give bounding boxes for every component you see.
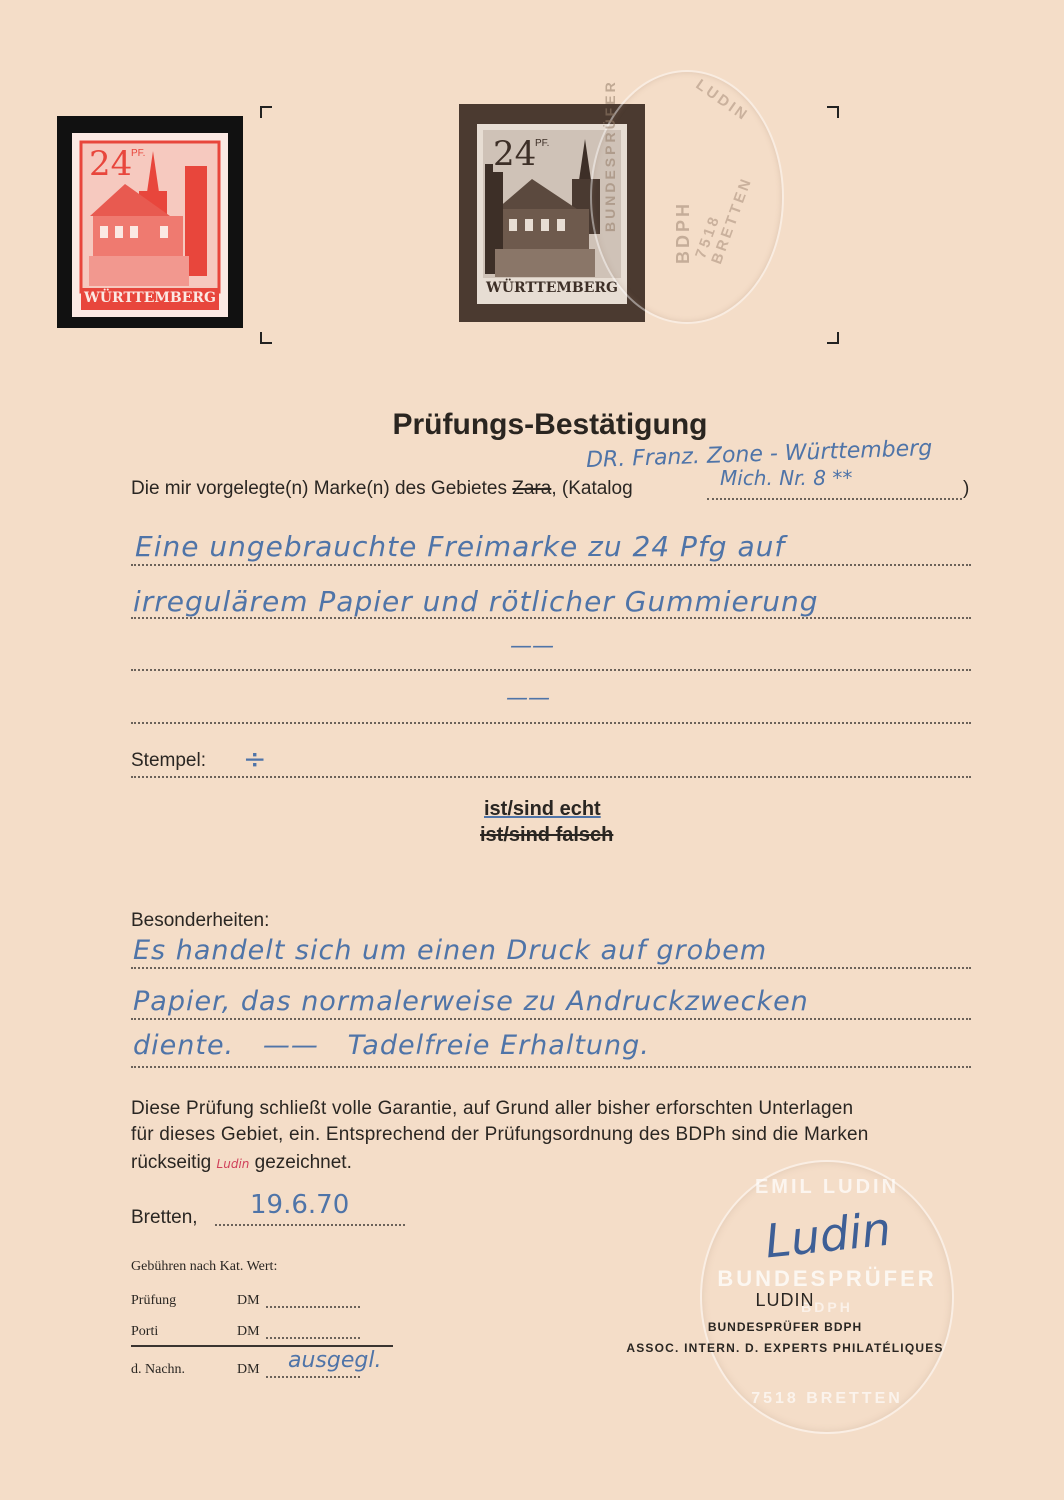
page-title: Prüfungs-Bestätigung [392, 408, 708, 441]
corner-mark [260, 106, 272, 118]
handwritten-signature: Ludin [762, 1201, 894, 1269]
photo-stamp-value: 24 [493, 134, 537, 174]
dotted-line-2 [131, 617, 971, 619]
dotted-line-b1 [131, 967, 971, 969]
dash-mark-1: —— [510, 634, 554, 659]
seal-top-text-1: BUNDESPRÜFER [602, 79, 618, 232]
fee-label-nachn: d. Nachn. [131, 1362, 186, 1377]
corner-mark [827, 332, 839, 344]
dotted-line-b3 [131, 1066, 971, 1068]
seal-top-text-2: BDPH [673, 200, 694, 265]
stamp-unit: PF. [131, 148, 146, 159]
signer-title: BUNDESPRÜFER BDPH [707, 1320, 863, 1334]
line1-katalog: , (Katalog [551, 478, 633, 499]
line1-mid: Marke [313, 478, 367, 499]
dotted-line-1 [131, 564, 971, 566]
signer-assoc: ASSOC. INTERN. D. EXPERTS PHILATÉLIQUES [626, 1341, 944, 1355]
stamp-value: 24 [89, 144, 133, 184]
seal-top-text-3: 7518 BRETTEN [692, 174, 756, 267]
line1-prefix: Die mir vorgelegte [131, 478, 286, 499]
fee-currency-nachn: DM [237, 1362, 260, 1377]
fee-currency-porti: DM [237, 1324, 260, 1339]
seal-top-text-4: LUDIN [692, 76, 753, 125]
fee-sum-line [131, 1345, 393, 1347]
besonderheiten-line-2: Papier, das normalerweise zu Andruckzwecken [133, 986, 809, 1017]
seal-bottom-mid-text: BUNDESPRÜFER [717, 1266, 937, 1291]
katalog-dotted-line [707, 498, 962, 500]
dotted-line-4 [131, 722, 971, 724]
guarantee-signature-mark: Ludin [216, 1157, 250, 1171]
seal-bottom-top-text: EMIL LUDIN [754, 1176, 900, 1198]
photo-stamp-unit: PF. [535, 138, 550, 149]
place-label: Bretten, [131, 1207, 198, 1228]
stempel-label: Stempel: [131, 750, 206, 771]
corner-mark [260, 332, 272, 344]
line1-close: ) [963, 478, 970, 499]
guarantee-line-3 [131, 1152, 352, 1174]
seal-bottom-bottom-text: 7518 BRETTEN [751, 1390, 903, 1407]
signer-name: LUDIN [755, 1290, 815, 1310]
stamp-country: WÜRTTEMBERG [84, 290, 216, 306]
hand-gebiet: DR. Franz. Zone - Württemberg [585, 435, 933, 474]
stempel-value: ÷ [243, 742, 267, 775]
line1-mid-suffix: (n) [366, 478, 390, 499]
fee-currency-pruefung: DM [237, 1293, 260, 1308]
besonderheiten-line-3: diente. —— Tadelfreie Erhaltung. [133, 1030, 650, 1061]
fee-label-pruefung: Prüfung [131, 1293, 177, 1308]
line1-zara-struck: Zara [512, 478, 552, 499]
fee-label-porti: Porti [131, 1324, 159, 1339]
guarantee-line-3-a: rückseitig [131, 1152, 212, 1173]
place-date: 19.6.70 [250, 1190, 350, 1220]
fee-line-pruefung [266, 1306, 360, 1308]
photo-stamp-country: WÜRTTEMBERG [486, 280, 618, 296]
line1-text [131, 478, 633, 500]
fee-line-nachn [266, 1376, 360, 1378]
guarantee-line-1: Diese Prüfung schließt volle Garantie, auf Grund aller bisher erforschten Unterlagen [131, 1098, 854, 1119]
corner-mark [827, 106, 839, 118]
dotted-line-3 [131, 669, 971, 671]
dotted-line-stempel [131, 776, 971, 778]
description-line-2: irregulärem Papier und rötlicher Gummierung [133, 585, 819, 618]
besonderheiten-label: Besonderheiten: [131, 910, 270, 931]
stamp-mount [57, 116, 243, 328]
line1-prefix-suffix: (n) [285, 478, 309, 499]
fees-header: Gebühren nach Kat. Wert: [131, 1259, 278, 1274]
seal-bottom-sub-text: BDPH [801, 1299, 853, 1315]
guarantee-line-2: für dieses Gebiet, ein. Entsprechend der Prüfungsordnung des BDPh sind die Marken [131, 1124, 869, 1145]
verdict-echt: ist/sind echt [484, 798, 601, 820]
embossed-seal-top [590, 70, 784, 324]
dash-mark-2: —— [506, 686, 550, 711]
verdict-falsch: ist/sind falsch [480, 824, 614, 846]
description-line-1: Eine ungebrauchte Freimarke zu 24 Pfg auf [135, 530, 786, 563]
hand-katalog: Mich. Nr. 8 ** [720, 466, 853, 490]
guarantee-line-3-b: gezeichnet. [254, 1152, 352, 1173]
fee-line-porti [266, 1337, 360, 1339]
dotted-line-b2 [131, 1018, 971, 1020]
fee-value-nachn: ausgegl. [288, 1348, 382, 1373]
besonderheiten-line-1: Es handelt sich um einen Druck auf grobem [133, 935, 768, 966]
stamp-red [75, 136, 225, 314]
date-dotted-line [215, 1224, 405, 1226]
line1-gebietes: des Gebietes [395, 478, 507, 499]
